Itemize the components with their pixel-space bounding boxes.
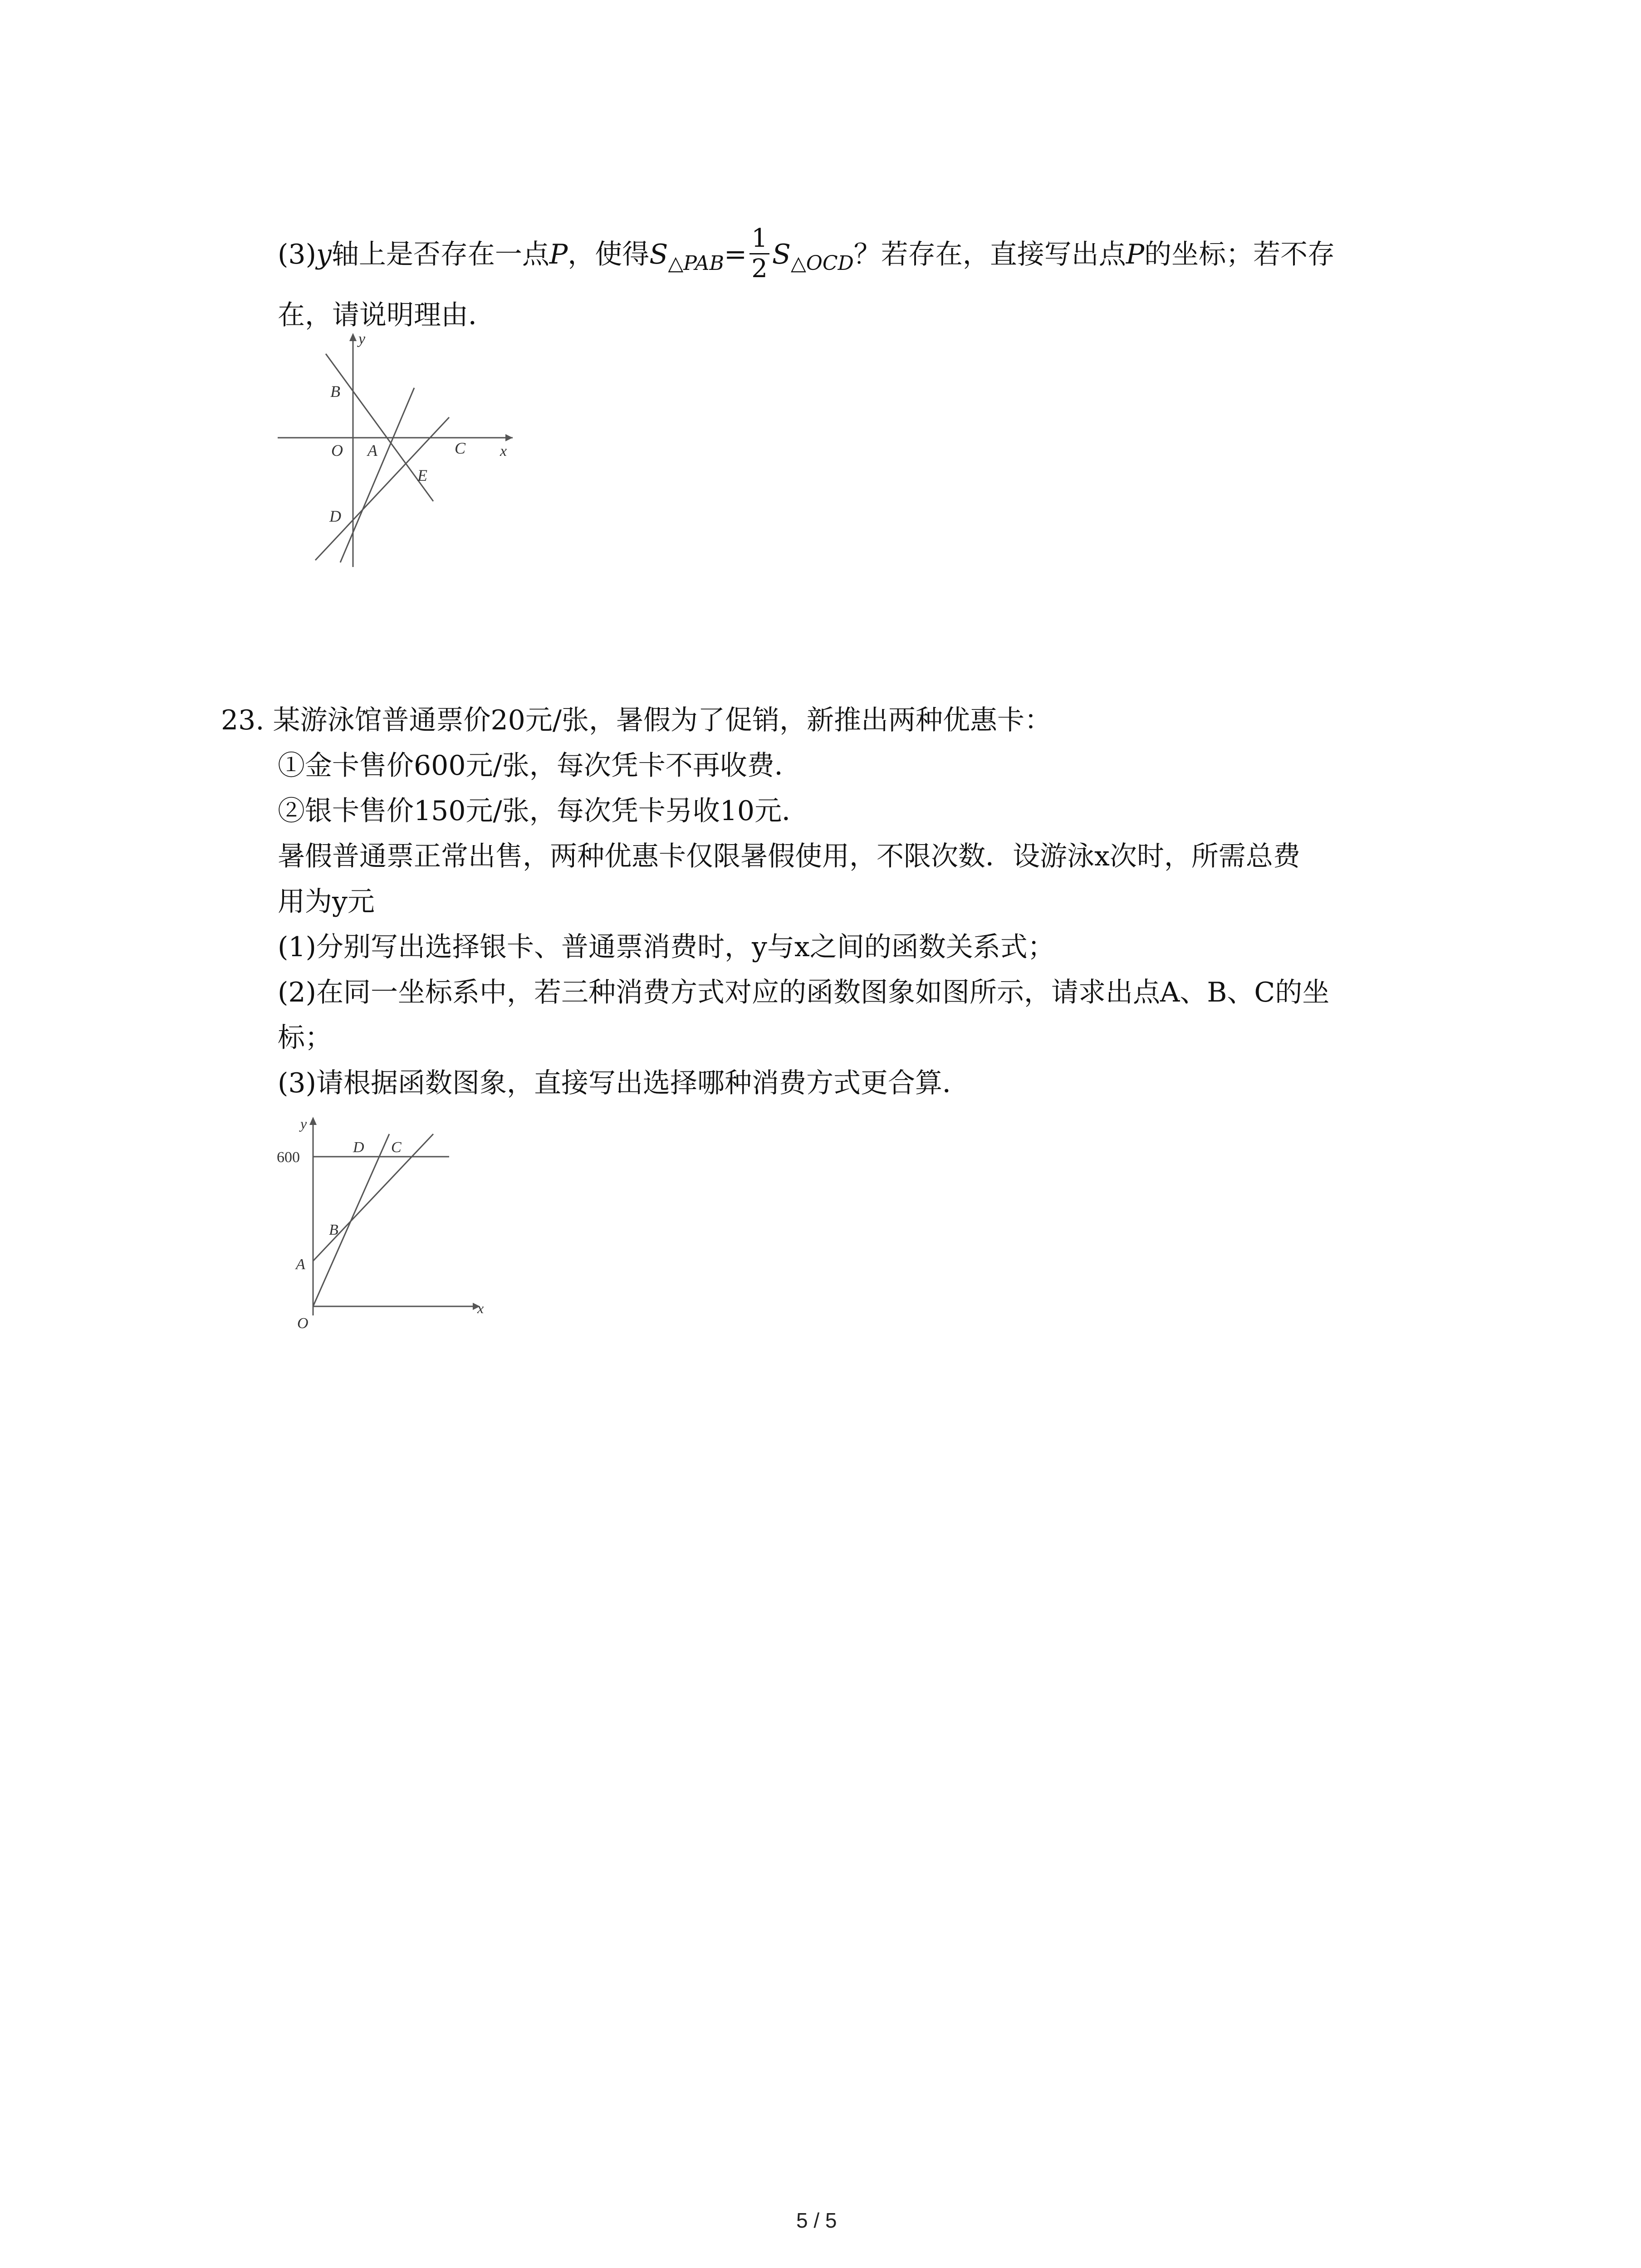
q22-fraction <box>749 224 769 284</box>
q22-x-arrow <box>505 434 513 441</box>
q22-label-a: A <box>367 441 377 459</box>
q22-text-d: 的坐标；若不存 <box>1144 239 1335 271</box>
q22-var-p: P <box>549 239 568 271</box>
q23-figure <box>272 1107 499 1343</box>
q22-label-y: y <box>358 331 366 347</box>
q22-label-d: D <box>329 507 341 525</box>
q23-item1: ①金卡售价600元/张，每次凭卡不再收费． <box>278 750 802 782</box>
q23-label-600: 600 <box>277 1149 300 1166</box>
q22-line-da <box>340 388 414 562</box>
q23-ticket-line <box>313 1134 389 1306</box>
q23-part3: (3)请根据函数图象，直接写出选择哪种消费方式更合算． <box>278 1067 970 1099</box>
q23-label-x: x <box>477 1300 484 1316</box>
q23-desc-line2: 用为y元 <box>278 886 375 918</box>
q23-label-d: D <box>353 1139 364 1156</box>
q23-y-arrow <box>309 1117 317 1125</box>
q23-desc-line1: 暑假普通票正常出售，两种优惠卡仅限暑假使用，不限次数．设游泳x次时，所需总费 <box>278 841 1300 872</box>
q23-label-y: y <box>300 1115 307 1132</box>
q22-part3-line2: 在，请说明理由． <box>278 299 495 331</box>
page-number: 5 / 5 <box>796 2209 837 2232</box>
q22-text-a: 轴上是否存在一点 <box>331 239 549 271</box>
q23-label-c: C <box>391 1139 402 1156</box>
q22-label-o: O <box>331 441 343 459</box>
q22-frac-num: 1 <box>749 224 769 254</box>
q23-part1: (1)分别写出选择银卡、普通票消费时，y与x之间的函数关系式； <box>278 931 1055 963</box>
q23-part2-line1: (2)在同一坐标系中，若三种消费方式对应的函数图象如图所示，请求出点A、B、C的坐 <box>278 977 1330 1008</box>
q22-frac-den: 2 <box>751 254 768 284</box>
q23-label-b: B <box>329 1222 338 1238</box>
q22-part3-line1 <box>278 224 1335 286</box>
q23-label-a: A <box>296 1256 305 1273</box>
q22-var-y: y <box>316 239 332 271</box>
q22-sub-ocd: △OCD <box>790 252 854 275</box>
q22-label-e: E <box>417 466 427 484</box>
q22-line-de <box>315 417 449 560</box>
q23-item2: ②银卡售价150元/张，每次凭卡另收10元． <box>278 795 809 827</box>
q22-label-c: C <box>455 439 466 457</box>
q23-part2-line2: 标； <box>278 1022 332 1054</box>
q22-y-arrow <box>349 333 357 341</box>
q23-title: 23. 某游泳馆普通票价20元/张，暑假为了促销，新推出两种优惠卡： <box>221 704 1052 736</box>
q22-eq: = <box>724 239 747 271</box>
q22-part3-prefix: (3) <box>278 239 316 271</box>
q22-area-s1: S <box>649 239 668 271</box>
q23-label-o: O <box>297 1315 309 1332</box>
q22-label-b: B <box>330 382 340 401</box>
q22-area-s2: S <box>772 239 791 271</box>
q22-text-b: ，使得 <box>568 239 650 271</box>
q22-text-c: ？若存在，直接写出点 <box>853 239 1126 271</box>
q22-figure <box>272 327 526 572</box>
q22-label-x: x <box>500 443 507 459</box>
q22-sub-pab: △PAB <box>668 252 724 275</box>
q22-var-p2: P <box>1126 239 1145 271</box>
q23-silver-line <box>313 1134 433 1261</box>
